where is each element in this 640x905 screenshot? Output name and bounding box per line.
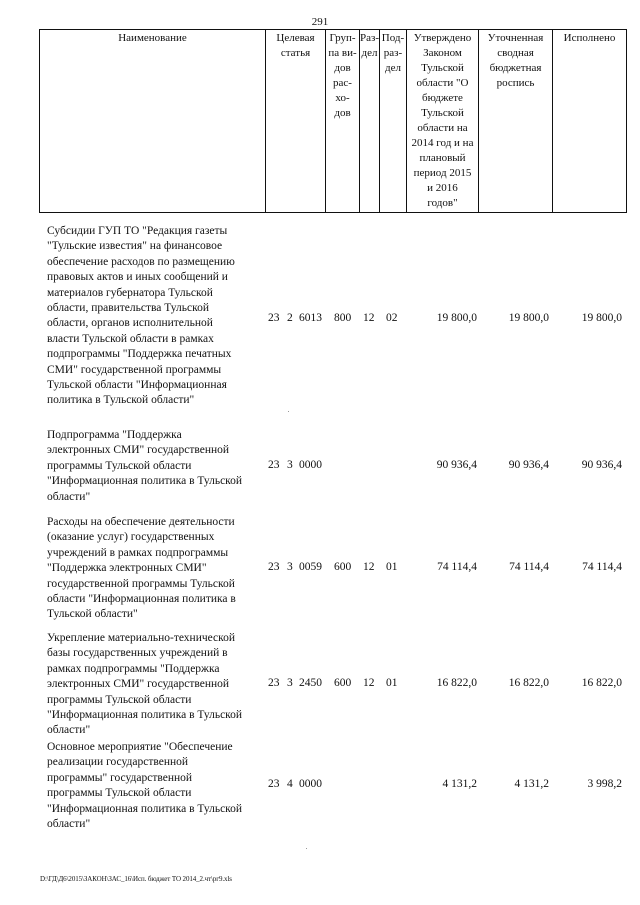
row-program: 23: [268, 778, 280, 790]
row-program: 23: [268, 677, 280, 689]
header-name-text: Наименование: [118, 32, 187, 44]
row-revised: 19 800,0: [508, 312, 549, 324]
row-subsection: 01: [386, 677, 398, 689]
row-group: 600: [334, 561, 352, 573]
row-approved: 16 822,0: [436, 677, 477, 689]
scan-speck: [306, 848, 307, 849]
row-name: Субсидии ГУП ТО "Редакция газеты "Тульские известия" на финансовое обеспечение расходов по размещению правовых актов и иных сообщений и материалов губернатора Тульской области, правительства Тульской области, органов исполнительной власти Тульской области в рамках подпрограммы "Поддержка печатных СМИ" государственной программы Тульской области "Информационная политика в Тульской области": [47, 225, 235, 407]
row-code: 2450: [299, 677, 322, 689]
header-expense-group: [325, 30, 359, 212]
row-executed: 19 800,0: [581, 312, 622, 324]
row-code: 0059: [299, 561, 322, 573]
row-revised: 74 114,4: [509, 561, 549, 573]
header-executed-text: Исполнено: [563, 32, 616, 44]
header-expense-group-text: Груп- па ви- дов рас- хо- дов: [328, 32, 357, 119]
row-section: 12: [363, 561, 375, 573]
row-executed: 90 936,4: [581, 459, 622, 471]
header-revised-text: Уточненная сводная бюджетная роспись: [487, 32, 544, 89]
row-executed: 3 998,2: [587, 778, 622, 790]
row-subprogram: 3: [287, 677, 293, 689]
row-executed: 74 114,4: [582, 561, 622, 573]
row-subprogram: 4: [287, 778, 293, 790]
row-subsection: 01: [386, 561, 398, 573]
header-subsection: [379, 30, 406, 212]
header-approved-text: Утверждено Законом Тульской области "О бюджете Тульской области на 2014 год и на плановый период 2015 и 2016 годов": [411, 32, 474, 209]
row-revised: 16 822,0: [508, 677, 549, 689]
row-subsection: 02: [386, 312, 398, 324]
row-subprogram: 3: [287, 561, 293, 573]
row-approved: 74 114,4: [437, 561, 477, 573]
header-approved: [406, 30, 478, 212]
row-approved: 90 936,4: [436, 459, 477, 471]
row-name: Расходы на обеспечение деятельности (оказание услуг) государственных учреждений в рамках подпрограммы "Поддержка электронных СМИ" государственной программы Тульской области "Информационная политика в Тульской области": [47, 516, 236, 621]
row-section: 12: [363, 312, 375, 324]
row-approved: 19 800,0: [436, 312, 477, 324]
row-executed: 16 822,0: [581, 677, 622, 689]
header-target-article: [265, 30, 325, 212]
row-subprogram: 3: [287, 459, 293, 471]
row-section: 12: [363, 677, 375, 689]
row-name: Основное мероприятие "Обеспечение реализации государственной программы" государственной программы Тульской области "Информационная политика в Тульской области": [47, 741, 243, 831]
row-code: 0000: [299, 459, 322, 471]
row-program: 23: [268, 561, 280, 573]
row-program: 23: [268, 459, 280, 471]
table-header: [39, 29, 627, 213]
row-program: 23: [268, 312, 280, 324]
row-name: Укрепление материально-технической базы государственных учреждений в рамках подпрограммы "Поддержка электронных СМИ" государственной программы Тульской области "Информационная политика в Тульской области": [47, 632, 243, 737]
header-section: [359, 30, 379, 212]
row-name: Подпрограмма "Поддержка электронных СМИ" государственной программы Тульской области "Информационная политика в Тульской области": [47, 429, 243, 503]
row-revised: 4 131,2: [514, 778, 549, 790]
row-code: 0000: [299, 778, 322, 790]
row-code: 6013: [299, 312, 322, 324]
page-number: 291: [311, 16, 329, 28]
row-group: 600: [334, 677, 352, 689]
row-approved: 4 131,2: [442, 778, 477, 790]
row-subprogram: 2: [287, 312, 293, 324]
row-revised: 90 936,4: [508, 459, 549, 471]
header-subsection-text: Под- раз- дел: [381, 32, 405, 74]
header-target-article-text: Целевая статья: [276, 32, 315, 59]
footer-file-path: D:\ГД\Д6\2015\ЗАКОН\ЗАС_16\Исп. бюджет ТО 2014_2.чт\рг9.xls: [40, 875, 232, 883]
scan-speck: [288, 411, 289, 412]
header-name: [39, 30, 265, 212]
header-executed: [552, 30, 627, 212]
row-group: 800: [334, 312, 352, 324]
header-section-text: Раз- дел: [360, 32, 379, 59]
header-revised: [478, 30, 552, 212]
